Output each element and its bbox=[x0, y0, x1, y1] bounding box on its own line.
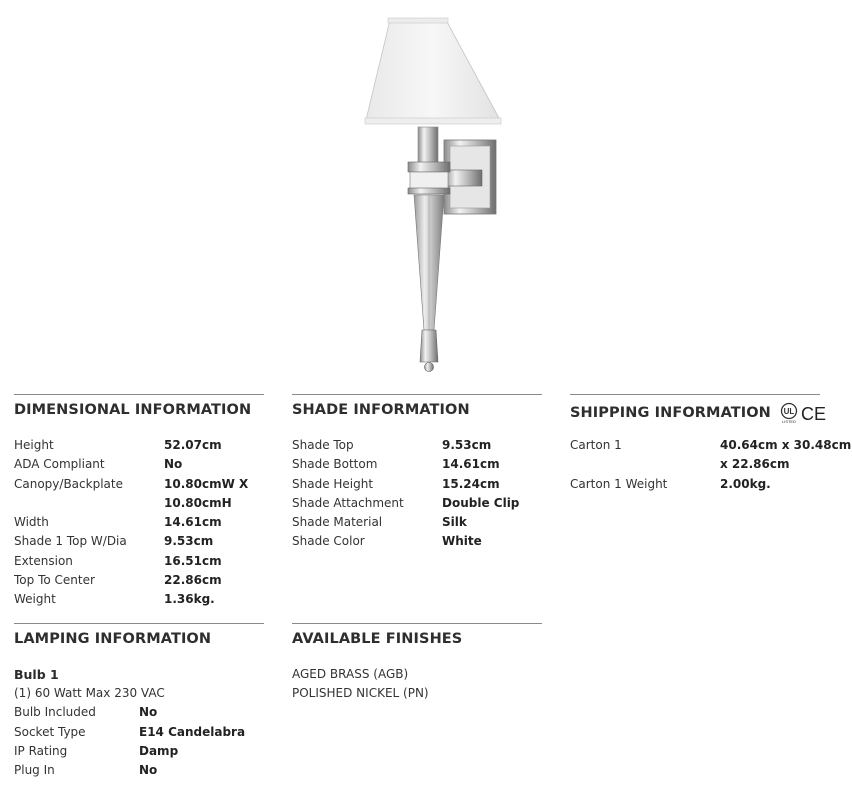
section-divider bbox=[292, 394, 542, 395]
spec-label: Plug In bbox=[14, 763, 55, 778]
spec-row bbox=[292, 455, 542, 474]
spec-row bbox=[14, 742, 264, 761]
spec-value: 2.00kg. bbox=[720, 476, 771, 491]
finish-item: AGED BRASS (AGB) bbox=[292, 667, 409, 681]
spec-label bbox=[570, 455, 720, 474]
spec-value: No bbox=[139, 763, 158, 778]
spec-value: White bbox=[442, 534, 482, 549]
svg-text:CE: CE bbox=[800, 404, 826, 422]
spec-label: IP Rating bbox=[14, 743, 68, 758]
spec-label: Shade Bottom bbox=[292, 457, 378, 472]
spec-label: Socket Type bbox=[14, 724, 86, 739]
spec-row bbox=[292, 475, 542, 494]
spec-label: Shade Height bbox=[292, 476, 374, 491]
spec-row bbox=[570, 455, 820, 474]
spec-label: Carton 1 Weight bbox=[570, 476, 668, 491]
available-finishes-section bbox=[292, 623, 542, 704]
spec-row bbox=[14, 513, 264, 532]
spec-value: 1.36kg. bbox=[164, 592, 215, 607]
spec-row bbox=[14, 761, 264, 780]
section-title: AVAILABLE FINISHES bbox=[292, 631, 463, 647]
dimensional-information-section bbox=[14, 394, 264, 610]
spec-value: No bbox=[164, 457, 183, 472]
spec-row bbox=[14, 532, 264, 551]
spec-row bbox=[14, 571, 264, 590]
spec-value: 9.53cm bbox=[442, 438, 492, 452]
spec-row bbox=[14, 552, 264, 571]
spec-value: 40.64cm x 30.48cm bbox=[720, 438, 852, 452]
ce-mark-icon bbox=[801, 404, 827, 422]
spec-row bbox=[14, 703, 264, 722]
spec-row bbox=[292, 436, 542, 455]
shipping-information-section bbox=[570, 394, 852, 494]
spec-row bbox=[292, 513, 542, 532]
spec-label: Width bbox=[14, 515, 49, 530]
spec-label: Shade 1 Top W/Dia bbox=[14, 534, 127, 549]
spec-label: Weight bbox=[14, 592, 56, 607]
spec-value: 10.80cmW X bbox=[164, 476, 249, 491]
section-title: DIMENSIONAL INFORMATION bbox=[14, 402, 252, 418]
spec-value: No bbox=[139, 705, 158, 720]
spec-row bbox=[14, 455, 264, 474]
svg-text:LISTED: LISTED bbox=[781, 419, 796, 424]
spec-label: Shade Top bbox=[292, 438, 354, 452]
spec-value: 15.24cm bbox=[442, 476, 500, 491]
spec-value: 16.51cm bbox=[164, 553, 222, 568]
spec-value: Double Clip bbox=[442, 495, 520, 510]
section-title: LAMPING INFORMATION bbox=[14, 631, 212, 647]
spec-label: Carton 1 bbox=[570, 438, 622, 452]
bulb-description: (1) 60 Watt Max 230 VAC bbox=[14, 686, 165, 700]
spec-value: 9.53cm bbox=[164, 534, 214, 549]
product-image bbox=[360, 12, 510, 374]
spec-row bbox=[14, 723, 264, 742]
spec-row bbox=[14, 590, 264, 609]
spec-value: 10.80cmH bbox=[164, 495, 232, 510]
spec-value: 52.07cm bbox=[164, 438, 222, 452]
section-divider bbox=[14, 623, 264, 624]
spec-value: Damp bbox=[139, 743, 179, 758]
spec-row bbox=[14, 475, 264, 494]
svg-text:UL: UL bbox=[783, 407, 795, 416]
spec-row bbox=[570, 475, 820, 494]
shade-information-section bbox=[292, 394, 542, 552]
spec-label: Shade Material bbox=[292, 515, 383, 530]
spec-row bbox=[570, 436, 852, 455]
spec-label: Extension bbox=[14, 553, 73, 568]
spec-label: Bulb Included bbox=[14, 705, 96, 720]
spec-row bbox=[14, 494, 264, 513]
section-title: SHIPPING INFORMATION bbox=[570, 405, 771, 421]
spec-label bbox=[14, 494, 164, 513]
spec-label: Height bbox=[14, 438, 54, 452]
section-title: SHADE INFORMATION bbox=[292, 402, 470, 418]
spec-label: ADA Compliant bbox=[14, 457, 105, 472]
finish-item: POLISHED NICKEL (PN) bbox=[292, 686, 429, 701]
bulb-title: Bulb 1 bbox=[14, 667, 59, 682]
section-divider bbox=[292, 623, 542, 624]
section-divider bbox=[14, 394, 264, 395]
spec-row bbox=[14, 436, 264, 455]
spec-value: x 22.86cm bbox=[720, 457, 790, 472]
ul-listed-icon bbox=[779, 402, 801, 424]
spec-label: Canopy/Backplate bbox=[14, 476, 123, 491]
spec-row bbox=[292, 494, 542, 513]
spec-value: 22.86cm bbox=[164, 573, 222, 588]
spec-label: Shade Color bbox=[292, 534, 365, 549]
spec-row bbox=[292, 532, 542, 551]
spec-value: Silk bbox=[442, 515, 467, 530]
spec-label: Shade Attachment bbox=[292, 495, 404, 510]
certification-marks bbox=[779, 402, 827, 424]
spec-value: E14 Candelabra bbox=[139, 724, 246, 739]
spec-value: 14.61cm bbox=[164, 515, 222, 530]
spec-value: 14.61cm bbox=[442, 457, 500, 472]
lamping-information-section bbox=[14, 623, 264, 780]
spec-label: Top To Center bbox=[14, 573, 95, 588]
